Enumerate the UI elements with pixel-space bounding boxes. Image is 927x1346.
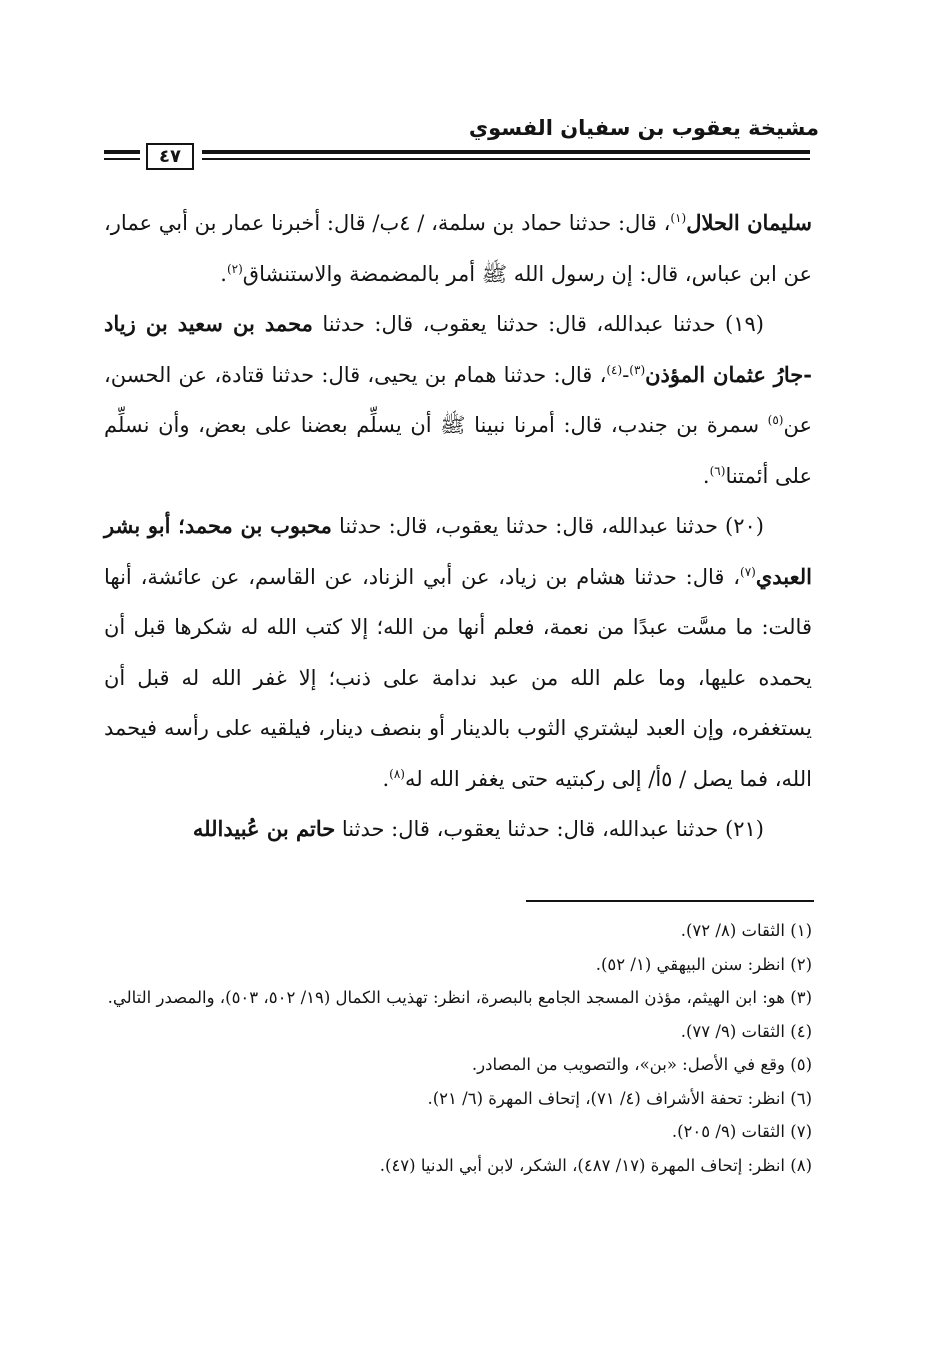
- text-span: (٢٠) حدثنا عبدالله، قال: حدثنا يعقوب، قال: حدثنا: [331, 514, 764, 538]
- hadith-19: [104, 299, 812, 501]
- narrator-name: حاتم بن عُبيدالله: [192, 816, 336, 841]
- narrator-name: محبوب بن محمد؛ أبو بشر العبدي: [104, 513, 812, 589]
- paragraph-continuation: [104, 198, 812, 299]
- footnote-ref: (٦): [709, 463, 726, 478]
- header-rule: [202, 150, 810, 154]
- text-span: سمرة بن جندب، قال: أمرنا نبينا ﷺ أن يسلِّم بعضنا على بعض، وأن نسلِّم على أئمتنا: [104, 413, 812, 488]
- hadith-20: [104, 501, 812, 804]
- footnote: (٤) الثقات (٩/ ٧٧).: [680, 1021, 812, 1041]
- footnote: (١) الثقات (٨/ ٧٢).: [680, 921, 812, 940]
- footnote: (٦) انظر: تحفة الأشراف (٤/ ٧١)، إتحاف المهرة (٦/ ٢١).: [427, 1088, 812, 1108]
- running-title: مشيخة يعقوب بن سفيان الفسوي: [468, 116, 819, 140]
- text-span: (١٩) حدثنا عبدالله، قال: حدثنا يعقوب، قال: حدثنا: [312, 312, 764, 336]
- narrator-name: محمد بن سعيد بن زياد -جارُ عثمان المؤذن: [104, 311, 812, 387]
- footnote-separator: [526, 900, 814, 902]
- header-rule-short: [104, 150, 140, 154]
- text-span: -: [622, 362, 630, 387]
- footnote-ref: (٣): [629, 362, 646, 377]
- header-rule-short-thin: [104, 158, 140, 160]
- text-span: (٢١) حدثنا عبدالله، قال: حدثنا يعقوب، قال: حدثنا: [335, 817, 764, 841]
- footnote: (٧) الثقات (٩/ ٢٠٥).: [671, 1122, 812, 1141]
- footnote: (٢) انظر: سنن البيهقي (١/ ٥٢).: [595, 954, 812, 974]
- text-span: .: [382, 766, 390, 791]
- footnote-ref: (٤): [606, 362, 623, 377]
- text-span: ، قال: حدثنا همام بن يحيى، قال: حدثنا قتادة، عن الحسن، عن: [104, 362, 812, 437]
- footnote-ref: (٥): [767, 413, 784, 427]
- footnote: (٥) وقع في الأصل: «بن»، والتصويب من المصادر.: [471, 1055, 812, 1074]
- footnote: (٣) هو: ابن الهيثم، مؤذن المسجد الجامع بالبصرة، انظر: تهذيب الكمال (١٩/ ٥٠٢، ٥٠٣)، والمصدر التالي.: [107, 988, 812, 1007]
- text-span: .: [702, 463, 710, 488]
- hadith-21: [104, 804, 812, 855]
- footnotes: [100, 914, 812, 1182]
- footnote-ref: (١): [670, 211, 687, 225]
- footnote-ref: (٨): [389, 766, 405, 781]
- page-number: ٤٧: [146, 143, 194, 170]
- text-span: .: [220, 261, 227, 286]
- text-span: ، قال: حدثنا حماد بن سلمة، / ٤ب/ قال: أخبرنا عمار بن أبي عمار، عن ابن عباس، قال: إن رسول الله ﷺ أمر بالمضمضة والاستنشاق: [104, 211, 812, 286]
- footnote: (٨) انظر: إتحاف المهرة (١٧/ ٤٨٧)، الشكر، لابن أبي الدنيا (٤٧).: [379, 1155, 812, 1175]
- narrator-name: سليمان الحلال: [686, 210, 812, 235]
- main-text: [104, 198, 812, 855]
- footnote-ref: (٢): [226, 261, 243, 276]
- header-rule-thin: [202, 158, 810, 160]
- footnote-ref: (٧): [740, 564, 756, 579]
- text-span: ، قال: حدثنا هشام بن زياد، عن أبي الزناد، عن القاسم، عن عائشة، أنها قالت: ما مسَّت عبدًا من نعمة، فعلم أنها من الله؛ إلا كتب الله له شكرها قبل أن يحمده عليها، وما علم الله من عبد ندامة على ذنب؛ إلا غفر الله له قبل أن يستغفره، وإن العبد ليشتري الثوب بالدينار أو بنصف دينار، فيلقيه على رأسه فيحمد الله، فما يصل / ٥أ/ إلى ركبتيه حتى يغفر الله له: [104, 564, 812, 791]
